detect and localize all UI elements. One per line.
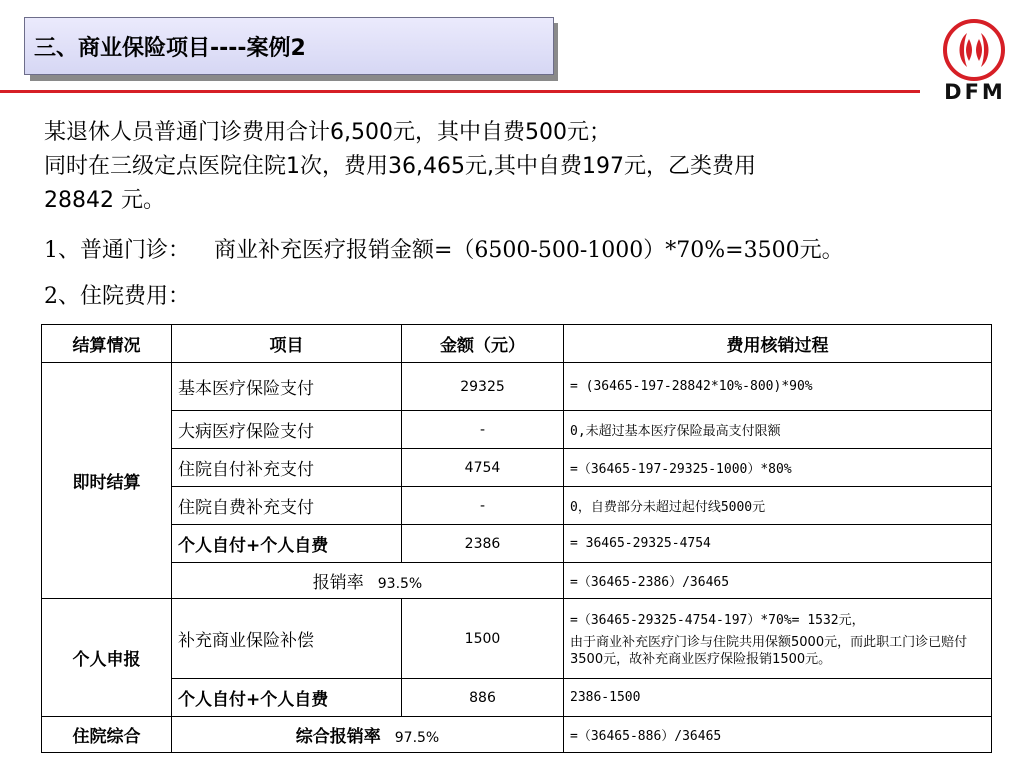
item-cell: 住院自付补充支付 (172, 449, 402, 487)
inpatient-label: 2、住院费用： (44, 284, 190, 309)
amount-cell: 4754 (402, 449, 564, 487)
process-cell: = 36465-29325-4754 (564, 525, 992, 563)
process-cell: =（36465-886）/36465 (564, 717, 992, 753)
table-row (42, 599, 992, 679)
combined-rate-cell (172, 717, 564, 753)
item-cell: 个人自付+个人自费 (172, 525, 402, 563)
outpatient-formula: 商业补充医疗报销金额=（6500-500-1000）*70%=3500元。 (214, 238, 844, 263)
rate-value: 93.5% (377, 576, 423, 592)
amount-cell: 2386 (402, 525, 564, 563)
process-note: 由于商业补充医疗门诊与住院共用保额5000元，而此职工门诊已赔付3500元，故补充商业医疗保险报销1500元。 (570, 635, 968, 667)
logo-text: DFM (944, 80, 1006, 104)
table-row (42, 363, 992, 411)
process-cell: =（36465-2386）/36465 (564, 563, 992, 599)
table-row (42, 525, 992, 563)
amount-cell: - (402, 487, 564, 525)
outpatient-item (44, 236, 844, 266)
outpatient-label: 1、普通门诊： (44, 238, 190, 263)
table-row (42, 449, 992, 487)
logo-emblem-icon (943, 19, 1005, 81)
header-cell: 费用核销过程 (564, 325, 992, 363)
process-cell: = (36465-197-28842*10%-800)*90% (564, 363, 992, 411)
group-personal: 个人申报 (42, 599, 172, 717)
reimbursement-rate-cell (172, 563, 564, 599)
table-row (42, 411, 992, 449)
table-header-row (42, 325, 992, 363)
process-cell (564, 599, 992, 679)
slide-title: 三、商业保险项目----案例2 (24, 17, 554, 75)
intro-line-2: 同时在三级定点医院住院1次，费用36,465元,其中自费197元，乙类费用 (44, 154, 756, 179)
group-combined: 住院综合 (42, 717, 172, 753)
dfm-logo (930, 14, 1020, 104)
item-cell: 大病医疗保险支付 (172, 411, 402, 449)
rate-label: 综合报销率 (295, 727, 381, 747)
intro-line-3: 28842 元。 (44, 188, 165, 213)
amount-cell: 1500 (402, 599, 564, 679)
table-row (42, 717, 992, 753)
group-instant: 即时结算 (42, 363, 172, 599)
header-divider (0, 90, 920, 93)
item-cell: 个人自付+个人自费 (172, 679, 402, 717)
item-cell: 补充商业保险补偿 (172, 599, 402, 679)
table-row (42, 563, 992, 599)
table-row (42, 487, 992, 525)
header-cell: 结算情况 (42, 325, 172, 363)
process-cell: 0,未超过基本医疗保险最高支付限额 (564, 411, 992, 449)
amount-cell: 29325 (402, 363, 564, 411)
item-cell: 住院自费补充支付 (172, 487, 402, 525)
header-cell: 金额（元） (402, 325, 564, 363)
process-cell: =（36465-197-29325-1000）*80% (564, 449, 992, 487)
intro-line-1: 某退休人员普通门诊费用合计6,500元，其中自费500元； (44, 120, 611, 145)
process-cell: 0，自费部分未超过起付线5000元 (564, 487, 992, 525)
rate-label: 报销率 (312, 573, 364, 593)
process-formula: =（36465-29325-4754-197）*70%= 1532元， (570, 613, 865, 628)
item-cell: 基本医疗保险支付 (172, 363, 402, 411)
amount-cell: 886 (402, 679, 564, 717)
table-row (42, 679, 992, 717)
settlement-table (41, 324, 992, 753)
rate-value: 97.5% (394, 730, 440, 746)
process-cell: 2386-1500 (564, 679, 992, 717)
amount-cell: - (402, 411, 564, 449)
header-cell: 项目 (172, 325, 402, 363)
